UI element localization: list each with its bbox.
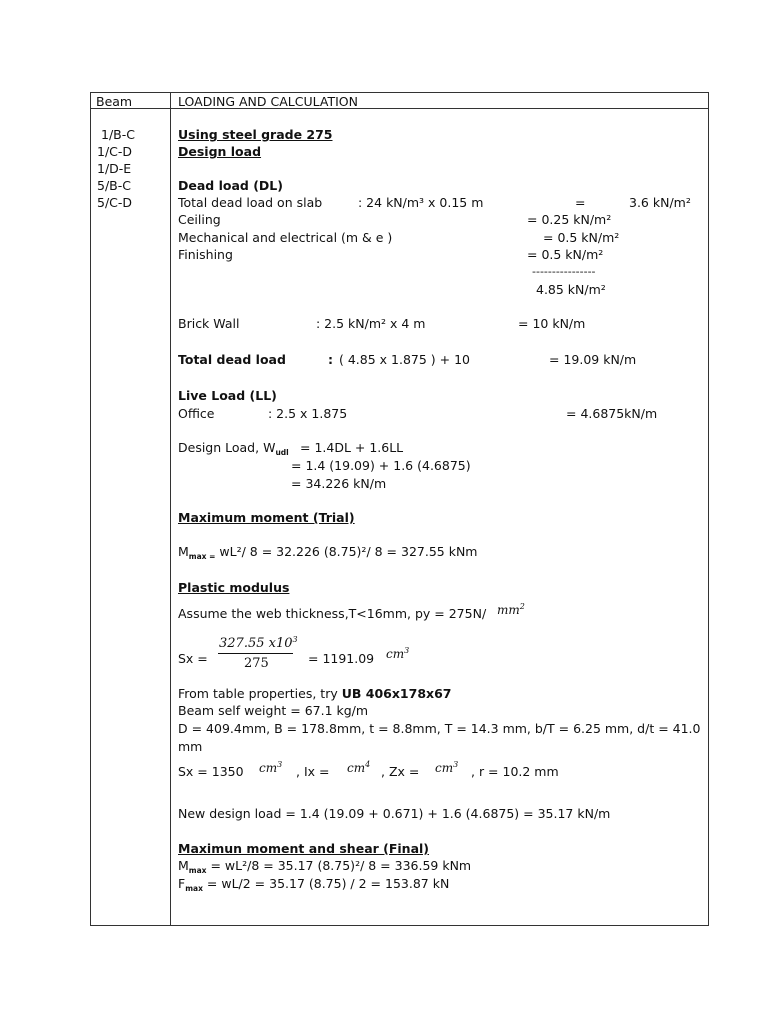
ix-unit [347, 761, 370, 777]
total-dead-calc: ( 4.85 x 1.875 ) + 10 [339, 352, 470, 367]
office-calc: : 2.5 x 1.875 [268, 406, 348, 421]
finishing-value: = 0.5 kN/m² [527, 247, 604, 262]
final-shear [178, 876, 449, 893]
mech-value: = 0.5 kN/m² [543, 230, 620, 245]
steel-grade-heading: Using steel grade 275 [178, 127, 333, 142]
moment-symbol: M [178, 858, 189, 873]
moment-trial-rest: wL²/ 8 = 32.226 (8.75)²/ 8 = 327.55 kNm [215, 544, 478, 559]
fraction-numerator [219, 636, 298, 652]
section-dims-unit: mm [178, 739, 203, 754]
mm-text: mm [497, 603, 520, 617]
ub-section: UB 406x178x67 [341, 686, 452, 701]
cm-exponent: 3 [453, 760, 459, 769]
mm-exponent: 2 [519, 602, 525, 611]
final-moment [178, 858, 471, 875]
fraction-denominator: 275 [244, 656, 269, 671]
sx-unit [259, 761, 282, 777]
beam-item: 5/B-C [97, 178, 131, 193]
plastic-modulus-heading: Plastic modulus [178, 580, 290, 595]
total-dead-colon: : [328, 352, 333, 367]
cm-exponent: 3 [277, 760, 283, 769]
moment-subscript: max = [188, 552, 216, 561]
ceiling-label: Ceiling [178, 212, 221, 227]
sx-value: Sx = 1350 [178, 764, 244, 779]
total-dead-value: = 19.09 kN/m [549, 352, 637, 367]
total-dead-label: Total dead load [178, 352, 286, 367]
design-load-prefix: Design Load, W [178, 440, 276, 455]
design-load-line [178, 440, 289, 457]
office-label: Office [178, 406, 215, 421]
brick-value: = 10 kN/m [518, 316, 586, 331]
r-value: , r = 10.2 mm [471, 764, 559, 779]
office-value: = 4.6875kN/m [566, 406, 658, 421]
fraction-bar [218, 653, 293, 654]
moment-subscript: max [188, 866, 207, 875]
beam-item: 1/D-E [97, 161, 132, 176]
shear-subscript: max [185, 884, 203, 893]
shear-symbol: F [178, 876, 186, 891]
design-load-heading: Design load [178, 144, 262, 159]
finishing-label: Finishing [178, 247, 233, 262]
cm-exponent: 3 [404, 646, 410, 655]
moment-trial-heading: Maximum moment (Trial) [178, 510, 355, 525]
numerator-text: 327.55 x10 [219, 636, 293, 651]
header-beam: Beam [96, 94, 133, 109]
sx-result: = 1191.09 [308, 651, 375, 666]
numerator-exponent: 3 [292, 635, 298, 644]
slab-value: 3.6 kN/m² [629, 195, 691, 210]
beam-item: 5/C-D [97, 195, 133, 210]
section-dims: D = 409.4mm, B = 178.8mm, t = 8.8mm, T = 14.3 mm, b/T = 6.25 mm, d/t = 41.0 [178, 721, 701, 736]
final-moment-rest: = wL²/8 = 35.17 (8.75)²/ 8 = 336.59 kNm [206, 858, 472, 873]
slab-label: Total dead load on slab [178, 195, 323, 210]
ix-label: , Ix = [296, 764, 330, 779]
design-eq-1: = 1.4DL + 1.6LL [300, 440, 404, 455]
moment-trial-eq [178, 544, 477, 561]
design-eq-3: = 34.226 kN/m [291, 476, 387, 491]
self-weight: Beam self weight = 67.1 kg/m [178, 703, 369, 718]
slab-equals: = [575, 195, 586, 210]
mech-label: Mechanical and electrical (m & e ) [178, 230, 393, 245]
header-loading-calculation: LOADING AND CALCULATION [178, 94, 358, 109]
brick-calc: : 2.5 kN/m² x 4 m [316, 316, 426, 331]
zx-label: , Zx = [381, 764, 420, 779]
final-heading: Maximun moment and shear (Final) [178, 841, 430, 856]
cm-text: cm [386, 647, 405, 661]
assume-web-text: Assume the web thickness,T<16mm, py = 275N/ [178, 606, 487, 621]
final-shear-rest: = wL/2 = 35.17 (8.75) / 2 = 153.87 kN [202, 876, 450, 891]
ceiling-value: = 0.25 kN/m² [527, 212, 612, 227]
dead-load-heading: Dead load (DL) [178, 178, 283, 193]
sum-rule: ---------------- [532, 265, 596, 278]
beam-item: 1/B-C [101, 127, 135, 142]
new-design-load: New design load = 1.4 (19.09 + 0.671) + 1.6 (4.6875) = 35.17 kN/m [178, 806, 611, 821]
slab-calc: : 24 kN/m³ x 0.15 m [358, 195, 484, 210]
cm-text: cm [347, 761, 366, 775]
cm-exponent: 4 [365, 760, 371, 769]
table-props-line [178, 686, 451, 701]
zx-unit [435, 761, 458, 777]
dead-sum-value: 4.85 kN/m² [536, 282, 606, 297]
design-load-subscript: udl [275, 448, 289, 457]
sx-label: Sx = [178, 651, 208, 666]
cm-unit [386, 647, 409, 663]
cm-text: cm [259, 761, 278, 775]
design-eq-2: = 1.4 (19.09) + 1.6 (4.6875) [291, 458, 471, 473]
beam-item: 1/C-D [97, 144, 133, 159]
brick-label: Brick Wall [178, 316, 240, 331]
live-load-heading: Live Load (LL) [178, 388, 277, 403]
cm-text: cm [435, 761, 454, 775]
table-props-intro: From table properties, try [178, 686, 342, 701]
moment-symbol: M [178, 544, 189, 559]
mm-unit [497, 603, 525, 619]
column-divider [170, 92, 171, 926]
